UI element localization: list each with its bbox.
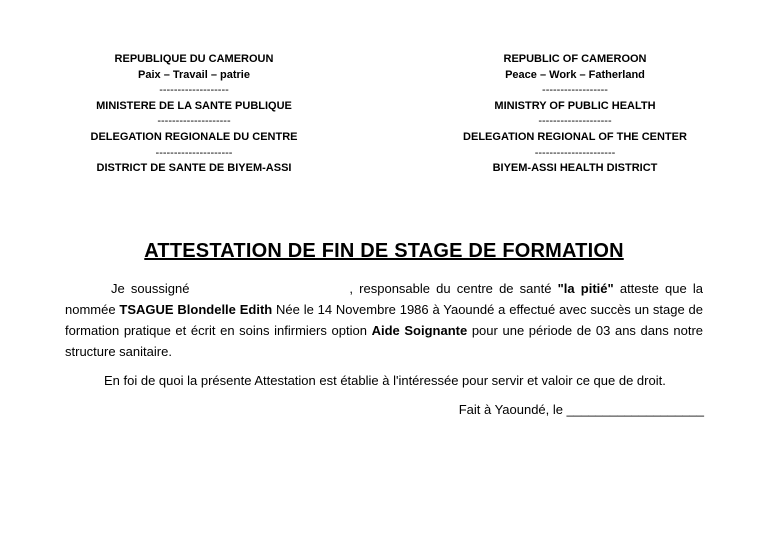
place-date-line: Fait à Yaoundé, le ___________________ — [458, 402, 704, 417]
separator: ---------------------- — [534, 146, 616, 159]
country-name-fr: REPUBLIQUE DU CAMEROUN — [114, 53, 274, 65]
separator: -------------------- — [538, 115, 612, 128]
motto-en: Peace – Work – Fatherland — [505, 68, 645, 81]
attestation-paragraph — [65, 278, 703, 362]
separator: ------------------- — [159, 84, 229, 97]
ministry-fr: MINISTERE DE LA SANTE PUBLIQUE — [96, 99, 292, 112]
motto-fr: Paix – Travail – patrie — [138, 68, 250, 81]
header-right — [462, 52, 688, 177]
delegation-en: DELEGATION REGIONAL OF THE CENTER — [463, 130, 687, 143]
intro-text: Je soussigné — [111, 281, 190, 296]
country-name-en: REPUBLIC OF CAMEROON — [503, 53, 647, 65]
attest-text: atteste que la nommée — [65, 281, 703, 317]
ministry-en: MINISTRY OF PUBLIC HEALTH — [494, 99, 656, 112]
district-en: BIYEM-ASSI HEALTH DISTRICT — [492, 162, 658, 175]
details-text: Née le 14 Novembre 1986 à Yaoundé a effectué avec succès un stage de formation pratique et écrit en soins infirmiers option — [65, 302, 703, 338]
document-title: ATTESTATION DE FIN DE STAGE DE FORMATION — [144, 240, 624, 262]
role-text: , responsable du centre de santé — [349, 281, 558, 296]
separator: ------------------ — [542, 84, 608, 97]
training-option: Aide Soignante — [371, 323, 468, 338]
delegation-fr: DELEGATION REGIONALE DU CENTRE — [90, 130, 298, 143]
closing-paragraph: En foi de quoi la présente Attestation est établie à l'intéressée pour servir et valoir ce que de droit. — [104, 373, 666, 388]
health-center-name: "la pitié" — [557, 281, 614, 296]
header-left — [84, 52, 304, 177]
district-fr: DISTRICT DE SANTE DE BIYEM-ASSI — [96, 162, 292, 175]
separator: -------------------- — [157, 115, 231, 128]
separator: --------------------- — [155, 146, 233, 159]
trainee-name: TSAGUE Blondelle Edith — [119, 302, 273, 317]
period-text: pour une période de 03 ans dans notre structure sanitaire. — [65, 323, 704, 359]
